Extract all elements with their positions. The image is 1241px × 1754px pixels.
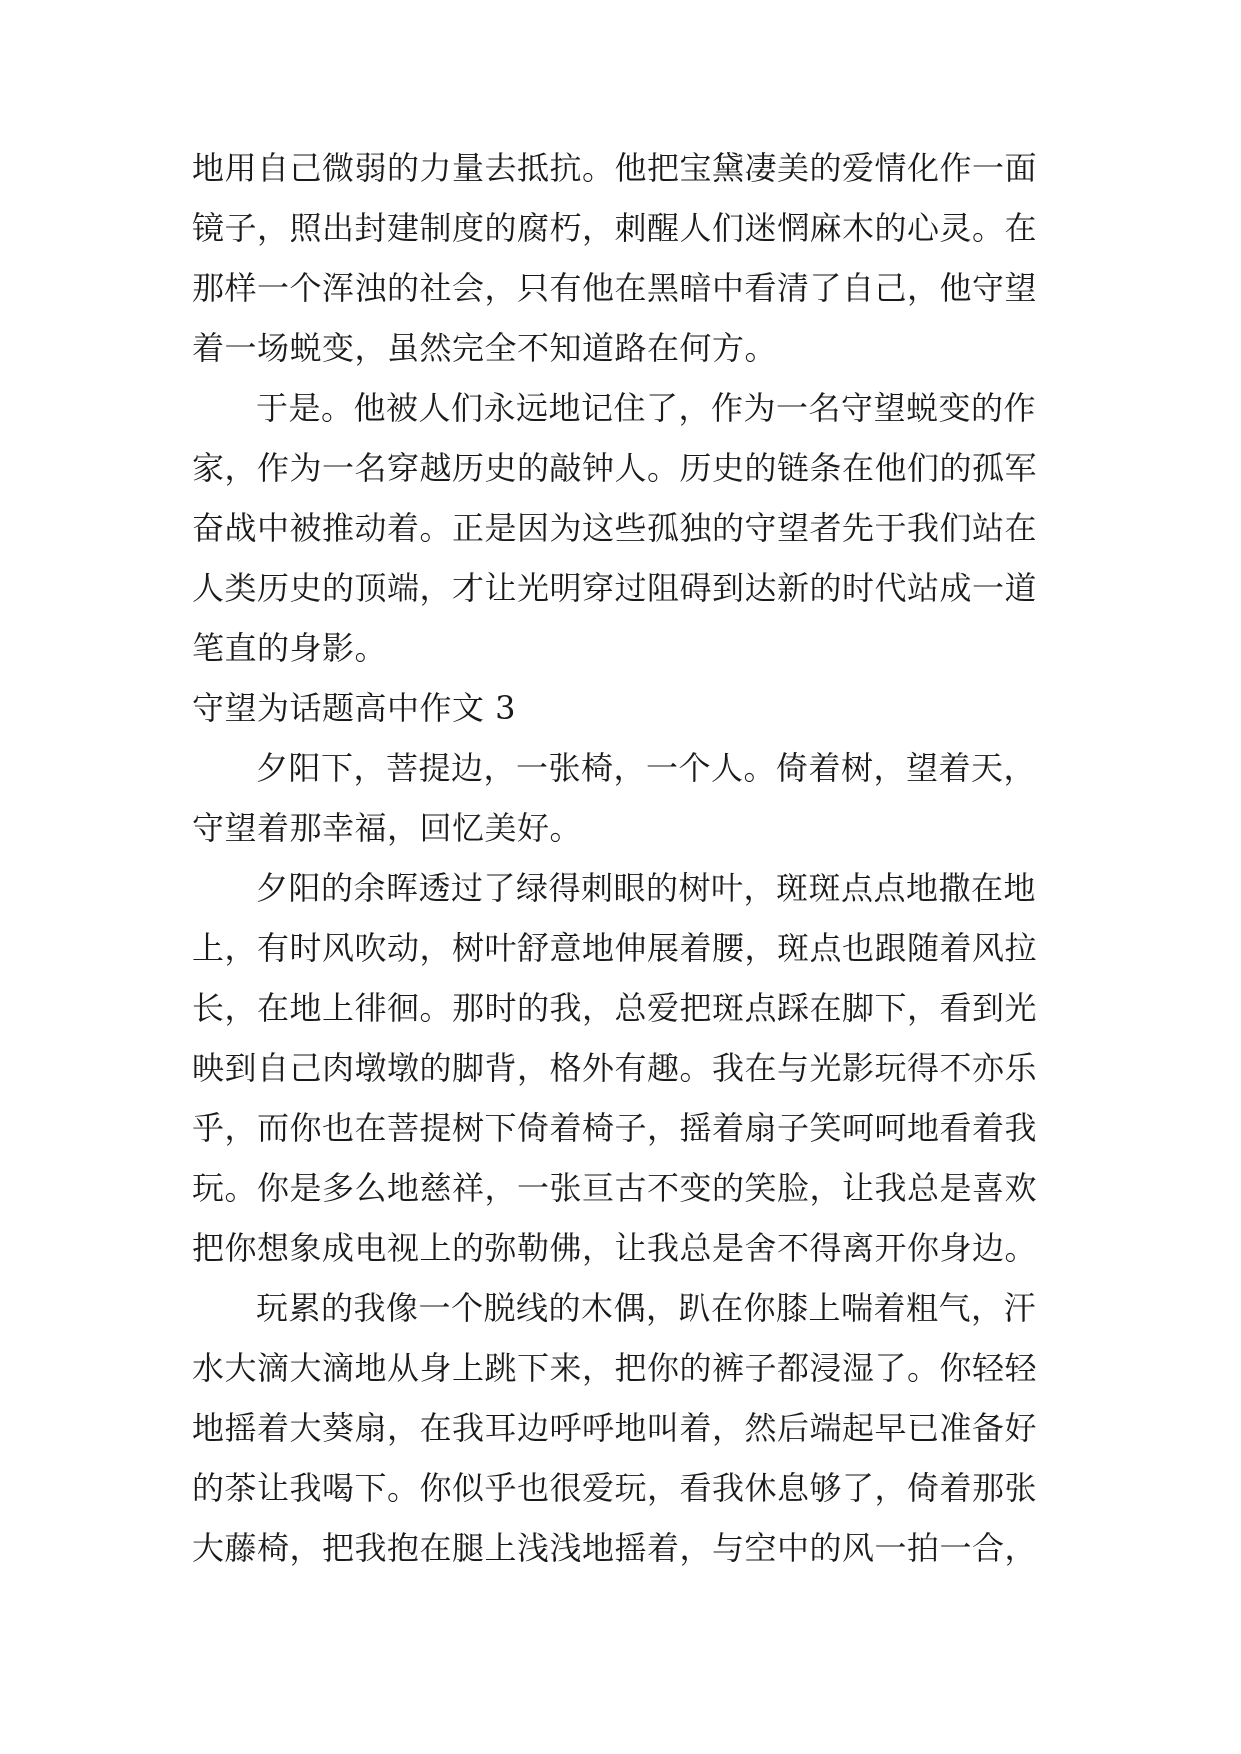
paragraph-line: 镜子，照出封建制度的腐朽，刺醒人们迷惘麻木的心灵。在 [192,209,1038,247]
paragraph-line: 地摇着大葵扇，在我耳边呼呼地叫着，然后端起早已准备好 [192,1409,1038,1447]
paragraph-line: 把你想象成电视上的弥勒佛，让我总是舍不得离开你身边。 [192,1229,1038,1267]
paragraph-line: 着一场蜕变，虽然完全不知道路在何方。 [192,329,778,367]
paragraph-line: 水大滴大滴地从身上跳下来，把你的裤子都浸湿了。你轻轻 [192,1349,1038,1387]
paragraph-line: 于是。他被人们永远地记住了，作为一名守望蜕变的作 [256,389,1037,427]
paragraph-line: 家，作为一名穿越历史的敲钟人。历史的链条在他们的孤军 [192,449,1038,487]
paragraph-line: 乎，而你也在菩提树下倚着椅子，摇着扇子笑呵呵地看着我 [192,1109,1038,1147]
section-heading: 守望为话题高中作文 3 [192,689,517,727]
paragraph-line: 映到自己肉墩墩的脚背，格外有趣。我在与光影玩得不亦乐 [192,1049,1038,1087]
paragraph-line: 长，在地上徘徊。那时的我，总爱把斑点踩在脚下，看到光 [192,989,1038,1027]
paragraph-line: 夕阳的余晖透过了绿得刺眼的树叶，斑斑点点地撒在地 [256,869,1037,907]
paragraph-line: 玩。你是多么地慈祥，一张亘古不变的笑脸，让我总是喜欢 [192,1169,1038,1207]
paragraph-line: 那样一个浑浊的社会，只有他在黑暗中看清了自己，他守望 [192,269,1038,307]
paragraph-line: 夕阳下，菩提边，一张椅，一个人。倚着树，望着天， [256,749,1037,787]
paragraph-line: 守望着那幸福，回忆美好。 [192,809,583,847]
paragraph-line: 人类历史的顶端，才让光明穿过阻碍到达新的时代站成一道 [192,569,1038,607]
paragraph-line: 地用自己微弱的力量去抵抗。他把宝黛凄美的爱情化作一面 [192,149,1038,187]
paragraph-line: 大藤椅，把我抱在腿上浅浅地摇着，与空中的风一拍一合， [192,1529,1038,1567]
paragraph-line: 上，有时风吹动，树叶舒意地伸展着腰，斑点也跟随着风拉 [192,929,1038,967]
paragraph-line: 的茶让我喝下。你似乎也很爱玩，看我休息够了，倚着那张 [192,1469,1038,1507]
paragraph-line: 玩累的我像一个脱线的木偶，趴在你膝上喘着粗气，汗 [256,1289,1037,1327]
paragraph-line: 奋战中被推动着。正是因为这些孤独的守望者先于我们站在 [192,509,1038,547]
paragraph-line: 笔直的身影。 [192,629,388,667]
